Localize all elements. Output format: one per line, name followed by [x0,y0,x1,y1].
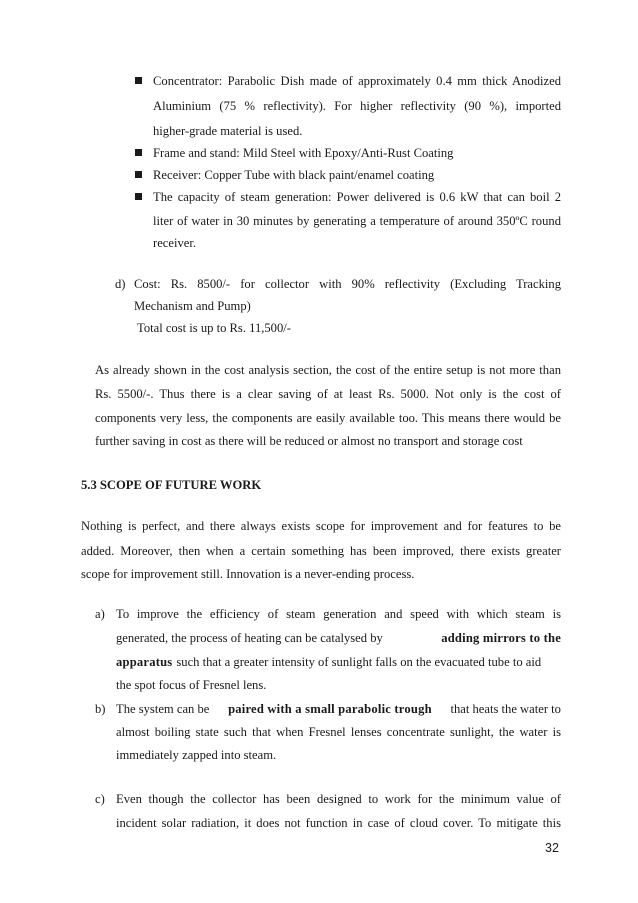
intro-paragraph-line-1: Nothing is perfect, and there always exists scope for improvement and for features to be [81,519,561,533]
intro-paragraph-line-2: added. Moreover, then when a certain something has been improved, there exists greater [81,544,561,558]
future-item-a-line-3 [116,654,561,670]
bullet-square-icon [135,171,142,178]
cost-item-line-3: Total cost is up to Rs. 11,500/- [137,321,291,335]
future-item-a-marker: a) [95,607,105,621]
future-item-a-line-2-bold: adding mirrors to the [441,631,561,645]
future-item-b-line-2: almost boiling state such that when Fresnel lenses concentrate sunlight, the water is [116,725,561,739]
section-heading: 5.3 SCOPE OF FUTURE WORK [81,478,262,492]
future-item-a-line-3-bold: apparatus [116,655,173,669]
cost-item-line-1: Cost: Rs. 8500/- for collector with 90% reflectivity (Excluding Tracking [134,277,561,291]
cost-paragraph-line-2: Rs. 5500/-. Thus there is a clear saving of at least Rs. 5000. Not only is the cost of [95,387,561,401]
future-item-a-line-4: the spot focus of Fresnel lens. [116,678,267,692]
future-item-b-line-3: immediately zapped into steam. [116,748,277,762]
page-number: 32 [545,841,559,855]
cost-item-line-2: Mechanism and Pump) [134,299,251,313]
cost-paragraph-line-1: As already shown in the cost analysis section, the cost of the entire setup is not more than [95,363,561,377]
future-item-a-line-1: To improve the efficiency of steam generation and speed with which steam is [116,607,561,621]
bullet-concentrator-line-1: Concentrator: Parabolic Dish made of approximately 0.4 mm thick Anodized [153,74,561,88]
future-item-b-line-1-bold: paired with a small parabolic trough [228,702,432,716]
future-item-a-line-2 [116,630,561,646]
future-item-b-marker: b) [95,702,106,716]
future-item-b-line-1-pre: The system can be [116,702,210,716]
bullet-capacity-line-2: liter of water in 30 minutes by generating a temperature of around 350ºC round [153,214,561,228]
bullet-concentrator-line-2: Aluminium (75 % reflectivity). For higher reflectivity (90 %), imported [153,99,561,113]
intro-paragraph-line-3: scope for improvement still. Innovation is a never-ending process. [81,567,415,581]
cost-paragraph-line-4: further saving in cost as there will be reduced or almost no transport and storage cost [95,434,523,448]
bullet-capacity-line-1: The capacity of steam generation: Power delivered is 0.6 kW that can boil 2 [153,190,561,204]
future-item-b-line-1 [116,701,561,717]
future-item-a-line-3-text: such that a greater intensity of sunlight falls on the evacuated tube to aid [176,655,542,669]
bullet-capacity-line-3: receiver. [153,236,196,250]
bullet-square-icon [135,193,142,200]
cost-item-marker: d) [115,277,126,291]
bullet-receiver: Receiver: Copper Tube with black paint/enamel coating [153,168,435,182]
future-item-c-line-1: Even though the collector has been designed to work for the minimum value of [116,792,561,806]
future-item-c-marker: c) [95,792,105,806]
cost-paragraph-line-3: components very less, the components are easily available too. This means there would be [95,411,561,425]
bullet-square-icon [135,149,142,156]
future-item-a-line-2-text: generated, the process of heating can be catalysed by [116,631,383,645]
bullet-square-icon [135,77,142,84]
future-item-c-line-2: incident solar radiation, it does not function in case of cloud cover. To mitigate this [116,816,561,830]
bullet-concentrator-line-3: higher-grade material is used. [153,124,303,138]
bullet-frame: Frame and stand: Mild Steel with Epoxy/Anti-Rust Coating [153,146,454,160]
future-item-b-line-1-post: that heats the water to [450,702,561,716]
